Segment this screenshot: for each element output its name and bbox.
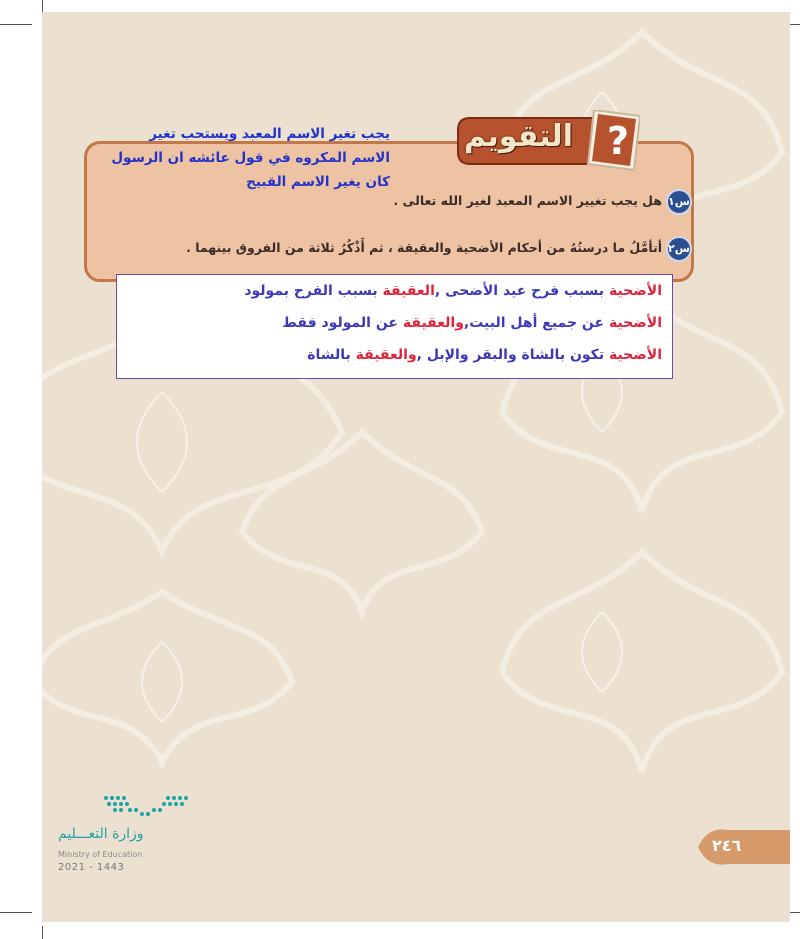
question-mark-icon: ? [606,119,630,163]
note-line: كان يغير الاسم القبيح [246,174,390,190]
answer-line [244,283,662,299]
answer-box [116,274,673,379]
note-line: يجب تغير الاسم المعبد ويستحب تغير [149,126,390,142]
question-text: هل يجب تغيير الاسم المعبد لغير الله تعالى . [393,193,662,208]
answer-text: بسبب فرح عيد الأضحى , [434,283,609,299]
page-number: ٢٤٦ [712,836,742,855]
term-adhiya: الأضحية [608,347,662,363]
term-aqiqa: والعقيقة [355,347,417,363]
answer-line [307,347,662,363]
crop-mark [0,912,32,913]
ministry-name-ar: وزارة التعـــليم [58,826,144,842]
note-line: الاسم المكروه في قول عائشه ان الرسول [111,150,390,166]
question-badge: س٢ [666,236,692,262]
answer-line [282,315,662,331]
crop-mark [42,926,43,939]
ministry-name-en: Ministry of Education [58,850,143,859]
section-title: التقويم [464,119,573,154]
term-aqiqa: العقيقة [382,283,435,299]
handwritten-answer-1 [111,122,390,194]
term-adhiya: الأضحية [608,283,662,299]
answer-text: بالشاة [307,347,356,363]
term-aqiqa: والعقيقة [402,315,464,331]
answer-text: تكون بالشاة والبقر والإبل , [416,347,609,363]
term-adhiya: الأضحية [608,315,662,331]
question-text: أتأمَّلُ ما درستُهُ من أحكام الأضحية والعقيقة ، ثم أَذْكُرُ ثلاثة من الفروق بينهما . [186,240,662,255]
answer-text: عن المولود فقط [282,315,403,331]
ministry-logo-icon [100,792,190,822]
crop-mark [0,24,32,25]
question-badge: س١ [666,189,692,215]
answer-text: عن جميع أهل البيت, [463,315,609,331]
edition-year: 2021 - 1443 [58,862,125,873]
answer-text: بسبب الفرح بمولود [244,283,383,299]
